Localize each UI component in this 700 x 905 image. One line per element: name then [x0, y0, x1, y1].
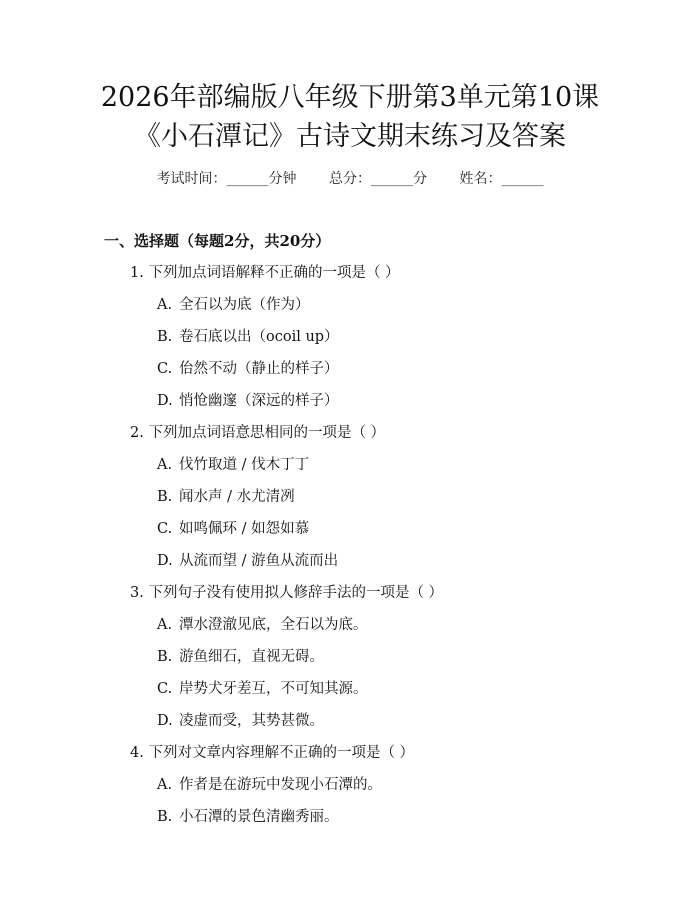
- option-letter: B.: [157, 809, 173, 825]
- option-text: 小石潭的景色清幽秀丽。: [179, 809, 339, 825]
- option: [157, 773, 382, 794]
- option: [157, 613, 368, 634]
- document-title: [0, 78, 700, 156]
- option-letter: A.: [157, 617, 173, 633]
- exam-time: 考试时间：______分钟: [156, 171, 297, 187]
- option: [157, 325, 339, 346]
- option-text: 从流而望 / 游鱼从流而出: [179, 553, 339, 569]
- option: [157, 805, 339, 826]
- option-letter: D.: [157, 713, 173, 729]
- option-text: 佁然不动（静止的样子）: [179, 361, 339, 377]
- exam-meta: [0, 168, 700, 188]
- exam-name: 姓名：______: [459, 171, 544, 187]
- option-letter: C.: [157, 521, 173, 537]
- section-heading: 一、选择题（每题2分，共20分）: [104, 232, 331, 250]
- option: [157, 709, 324, 730]
- option-letter: A.: [157, 777, 173, 793]
- option: [157, 453, 309, 474]
- title-line-2: 《小石潭记》古诗文期末练习及答案: [134, 121, 566, 152]
- option: [157, 645, 324, 666]
- option-letter: D.: [157, 553, 173, 569]
- option-text: 如鸣佩环 / 如怨如慕: [179, 521, 310, 537]
- option-letter: B.: [157, 489, 173, 505]
- option-text: 闻水声 / 水尤清冽: [179, 489, 295, 505]
- option-text: 伐竹取道 / 伐木丁丁: [179, 457, 310, 473]
- title-line-1: 2026年部编版八年级下册第3单元第10课: [100, 82, 600, 113]
- option-letter: A.: [157, 457, 173, 473]
- option-letter: B.: [157, 329, 173, 345]
- question-stem: 3. 下列句子没有使用拟人修辞手法的一项是（ ）: [130, 585, 444, 601]
- option: [157, 677, 368, 698]
- option-text: 作者是在游玩中发现小石潭的。: [179, 777, 382, 793]
- option: [157, 517, 309, 538]
- question-stem: 1. 下列加点词语解释不正确的一项是（ ）: [130, 265, 400, 281]
- option: [157, 357, 339, 378]
- option-letter: A.: [157, 297, 173, 313]
- exam-score: 总分：______分: [329, 171, 427, 187]
- option-text: 游鱼细石，直视无碍。: [179, 649, 324, 665]
- option: [157, 485, 295, 506]
- question-stem: 2. 下列加点词语意思相同的一项是（ ）: [130, 425, 386, 441]
- option: [157, 549, 338, 570]
- option-letter: B.: [157, 649, 173, 665]
- option-letter: C.: [157, 361, 173, 377]
- option-letter: C.: [157, 681, 173, 697]
- option-text: 卷石底以出（ocoil up）: [179, 329, 339, 345]
- option: [157, 293, 310, 314]
- option-text: 岸势犬牙差互，不可知其源。: [179, 681, 368, 697]
- question-stem: 4. 下列对文章内容理解不正确的一项是（ ）: [130, 745, 415, 761]
- option-text: 悄怆幽邃（深远的样子）: [179, 393, 339, 409]
- option: [157, 389, 339, 410]
- option-text: 凌虚而受，其势甚微。: [179, 713, 324, 729]
- option-text: 全石以为底（作为）: [179, 297, 310, 313]
- option-text: 潭水澄澈见底，全石以为底。: [179, 617, 368, 633]
- option-letter: D.: [157, 393, 173, 409]
